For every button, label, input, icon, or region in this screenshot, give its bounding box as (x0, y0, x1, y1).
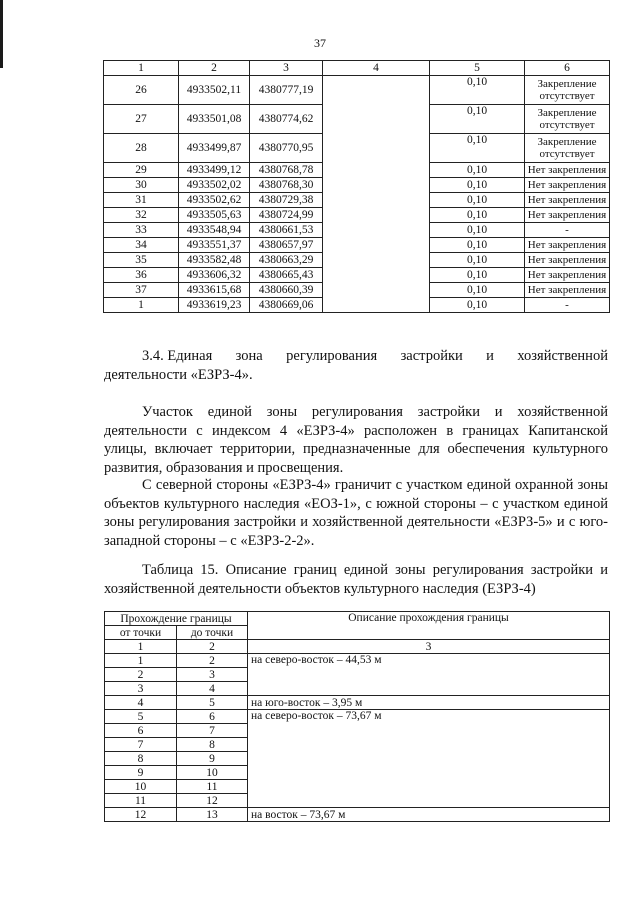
boundary-description: на восток – 73,67 м (248, 808, 610, 822)
table-row (105, 696, 610, 710)
point-number: 36 (104, 268, 179, 283)
coords-header-cell: 3 (250, 61, 323, 76)
coords-header-row (104, 61, 610, 76)
point-number: 34 (104, 238, 179, 253)
point-number: 31 (104, 193, 179, 208)
coord-x: 4933606,32 (179, 268, 250, 283)
point-number: 37 (104, 283, 179, 298)
fixing-method: Нет закрепления (525, 208, 610, 223)
point-number: 26 (104, 76, 179, 105)
to-point: 2 (177, 654, 248, 668)
table-row (104, 238, 610, 253)
coord-y: 4380724,99 (250, 208, 323, 223)
from-point: 5 (105, 710, 177, 724)
table-row (104, 268, 610, 283)
from-point: 9 (105, 766, 177, 780)
to-point: 12 (177, 794, 248, 808)
coords-header-cell: 6 (525, 61, 610, 76)
coord-x: 4933502,02 (179, 178, 250, 193)
empty-cell (323, 105, 430, 134)
table-row (104, 283, 610, 298)
coord-y: 4380777,19 (250, 76, 323, 105)
point-number: 27 (104, 105, 179, 134)
accuracy-value: 0,10 (430, 105, 525, 134)
table-row (105, 654, 610, 668)
fixing-method: Нет закрепления (525, 253, 610, 268)
accuracy-value: 0,10 (430, 238, 525, 253)
coord-y: 4380774,62 (250, 105, 323, 134)
accuracy-value: 0,10 (430, 283, 525, 298)
table-row (104, 253, 610, 268)
table-row (104, 105, 610, 134)
to-point: 10 (177, 766, 248, 780)
coord-x: 4933501,08 (179, 105, 250, 134)
empty-cell (323, 134, 430, 163)
section-title-word: хозяйственной (517, 348, 608, 364)
section-title (104, 347, 608, 384)
from-point: 10 (105, 780, 177, 794)
table-row (104, 193, 610, 208)
table15-num-cell: 2 (177, 640, 248, 654)
coord-y: 4380660,39 (250, 283, 323, 298)
coord-x: 4933615,68 (179, 283, 250, 298)
table-15-caption: Таблица 15. Описание границ единой зоны регулирования застройки и хозяйственной деятельности объектов культурного наследия (ЕЗРЗ-4) (104, 562, 608, 597)
accuracy-value: 0,10 (430, 134, 525, 163)
accuracy-value: 0,10 (430, 208, 525, 223)
coords-header-cell: 1 (104, 61, 179, 76)
table-row (105, 808, 610, 822)
fixing-method: - (525, 298, 610, 313)
to-point: 13 (177, 808, 248, 822)
coord-x: 4933502,11 (179, 76, 250, 105)
fixing-method: Закрепление отсутствует (525, 105, 610, 134)
boundary-description: на северо-восток – 44,53 м (248, 654, 610, 696)
point-number: 29 (104, 163, 179, 178)
fixing-method: Нет закрепления (525, 163, 610, 178)
coords-header-cell: 4 (323, 61, 430, 76)
empty-cell (323, 283, 430, 298)
from-point: 8 (105, 752, 177, 766)
empty-cell (323, 76, 430, 105)
coord-y: 4380661,53 (250, 223, 323, 238)
section-title-word: регулирования (286, 348, 378, 364)
to-point: 9 (177, 752, 248, 766)
coord-y: 4380729,38 (250, 193, 323, 208)
table-row (104, 223, 610, 238)
coord-x: 4933551,37 (179, 238, 250, 253)
from-point: 7 (105, 738, 177, 752)
fixing-method: Закрепление отсутствует (525, 134, 610, 163)
coord-y: 4380657,97 (250, 238, 323, 253)
to-point: 5 (177, 696, 248, 710)
table-row (104, 178, 610, 193)
empty-cell (323, 268, 430, 283)
accuracy-value: 0,10 (430, 163, 525, 178)
coord-x: 4933582,48 (179, 253, 250, 268)
table15-num-cell: 3 (248, 640, 610, 654)
table15-header-row (105, 612, 610, 626)
to-point: 8 (177, 738, 248, 752)
table-row (104, 134, 610, 163)
empty-cell (323, 253, 430, 268)
coord-x: 4933505,63 (179, 208, 250, 223)
accuracy-value: 0,10 (430, 223, 525, 238)
fixing-method: Нет закрепления (525, 178, 610, 193)
fixing-method: Нет закрепления (525, 193, 610, 208)
table-row (104, 76, 610, 105)
empty-cell (323, 193, 430, 208)
accuracy-value: 0,10 (430, 178, 525, 193)
table15-head-from: от точки (105, 626, 177, 640)
fixing-method: Нет закрепления (525, 283, 610, 298)
coord-y: 4380669,06 (250, 298, 323, 313)
empty-cell (323, 223, 430, 238)
coord-y: 4380770,95 (250, 134, 323, 163)
boundary-description: на северо-восток – 73,67 м (248, 710, 610, 808)
point-number: 28 (104, 134, 179, 163)
coord-x: 4933502,62 (179, 193, 250, 208)
table-row (105, 710, 610, 724)
from-point: 3 (105, 682, 177, 696)
point-number: 35 (104, 253, 179, 268)
to-point: 11 (177, 780, 248, 794)
section-title-word: 3.4. Единая (142, 348, 213, 364)
point-number: 32 (104, 208, 179, 223)
section-paragraph-2: С северной стороны «ЕЗРЗ-4» граничит с участком единой охранной зоны объектов культурного наследия «ЕОЗ-1», с южной стороны – с участком единой зоны регулирования застройки и хозяйственной деятельности «ЕЗРЗ-5» и с юго-западной стороны – с «ЕЗРЗ-2-2». (104, 477, 608, 549)
empty-cell (323, 208, 430, 223)
scan-edge-mark (0, 0, 3, 68)
fixing-method: - (525, 223, 610, 238)
point-number: 33 (104, 223, 179, 238)
section-paragraph-1: Участок единой зоны регулирования застройки и хозяйственной деятельности с индексом 4 «ЕЗРЗ-4» расположен в границах Капитанской улицы, включает территории, предназначенные для обеспечения культурного развития, образования и просвещения. (104, 404, 608, 476)
accuracy-value: 0,10 (430, 76, 525, 105)
from-point: 4 (105, 696, 177, 710)
empty-cell (323, 298, 430, 313)
fixing-method: Закрепление отсутствует (525, 76, 610, 105)
coords-header-cell: 5 (430, 61, 525, 76)
point-number: 1 (104, 298, 179, 313)
from-point: 6 (105, 724, 177, 738)
from-point: 2 (105, 668, 177, 682)
to-point: 3 (177, 668, 248, 682)
coord-y: 4380663,29 (250, 253, 323, 268)
fixing-method: Нет закрепления (525, 238, 610, 253)
accuracy-value: 0,10 (430, 268, 525, 283)
empty-cell (323, 238, 430, 253)
coord-x: 4933619,23 (179, 298, 250, 313)
table-row (104, 163, 610, 178)
from-point: 11 (105, 794, 177, 808)
coord-y: 4380665,43 (250, 268, 323, 283)
from-point: 1 (105, 654, 177, 668)
empty-cell (323, 163, 430, 178)
to-point: 4 (177, 682, 248, 696)
accuracy-value: 0,10 (430, 193, 525, 208)
table15-head-to: до точки (177, 626, 248, 640)
to-point: 7 (177, 724, 248, 738)
coord-x: 4933548,94 (179, 223, 250, 238)
to-point: 6 (177, 710, 248, 724)
table15-number-row (105, 640, 610, 654)
table-row (104, 298, 610, 313)
fixing-method: Нет закрепления (525, 268, 610, 283)
coord-y: 4380768,78 (250, 163, 323, 178)
section-title-word: застройки (400, 348, 463, 364)
boundary-description: на юго-восток – 3,95 м (248, 696, 610, 710)
section-title-line2: деятельности «ЕЗРЗ-4». (104, 366, 253, 383)
from-point: 12 (105, 808, 177, 822)
coord-x: 4933499,87 (179, 134, 250, 163)
coords-header-cell: 2 (179, 61, 250, 76)
accuracy-value: 0,10 (430, 253, 525, 268)
coordinates-table (103, 60, 610, 313)
page-number: 37 (314, 36, 326, 50)
table-row (104, 208, 610, 223)
table15-head-pass: Прохождение границы (105, 612, 248, 626)
coord-x: 4933499,12 (179, 163, 250, 178)
point-number: 30 (104, 178, 179, 193)
accuracy-value: 0,10 (430, 298, 525, 313)
section-title-word: зона (235, 348, 263, 364)
table15-head-desc: Описание прохождения границы (248, 612, 610, 640)
section-title-word: и (486, 348, 494, 364)
empty-cell (323, 178, 430, 193)
boundaries-table (104, 611, 610, 822)
coord-y: 4380768,30 (250, 178, 323, 193)
table15-num-cell: 1 (105, 640, 177, 654)
